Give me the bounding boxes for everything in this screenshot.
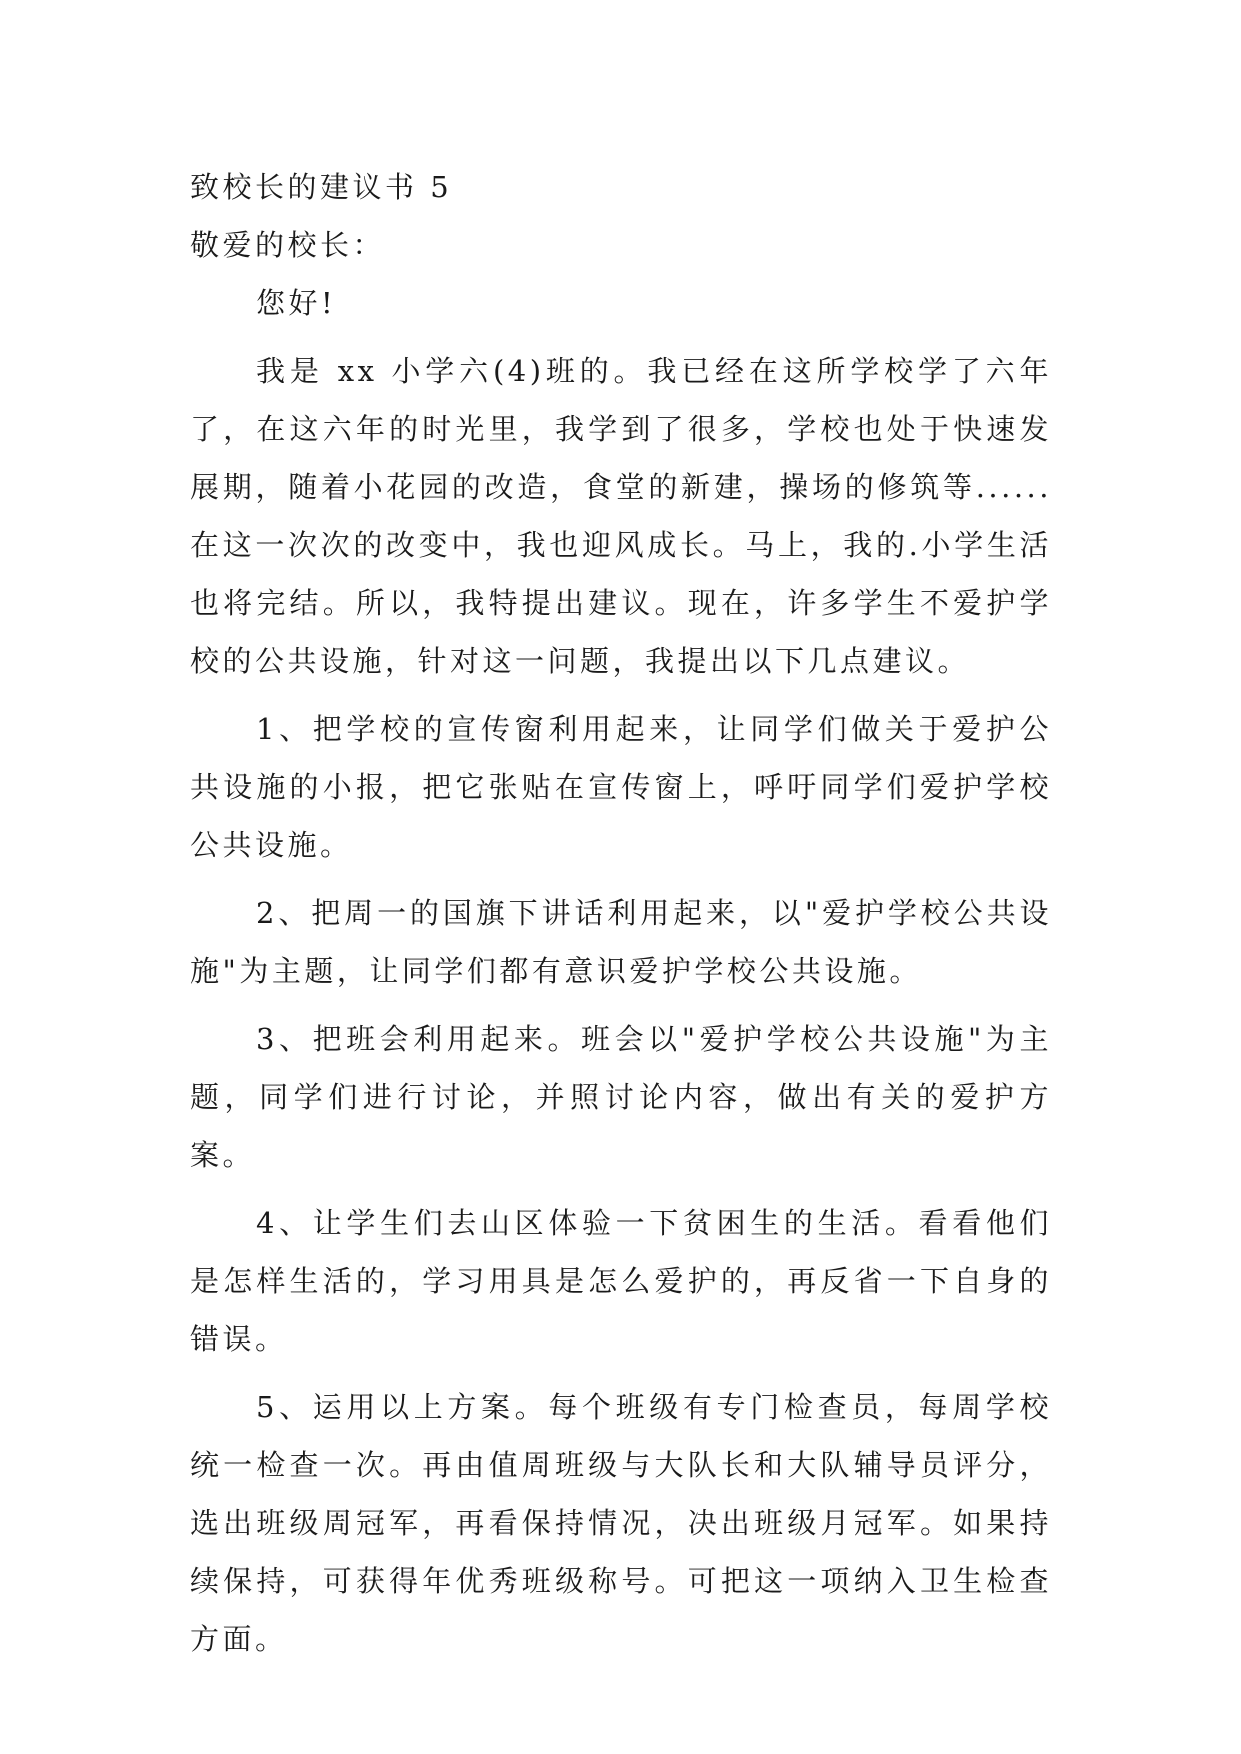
document-body	[190, 158, 1052, 1668]
paragraph-suggestion-1: 1、把学校的宣传窗利用起来，让同学们做关于爱护公共设施的小报，把它张贴在宣传窗上，呼吁同学们爱护学校公共设施。	[190, 712, 1052, 862]
paragraph-suggestion-3: 3、把班会利用起来。班会以"爱护学校公共设施"为主题，同学们进行讨论，并照讨论内容，做出有关的爱护方案。	[190, 1022, 1052, 1172]
paragraph-suggestion-5: 5、运用以上方案。每个班级有专门检查员，每周学校统一检查一次。再由值周班级与大队长和大队辅导员评分，选出班级周冠军，再看保持情况，决出班级月冠军。如果持续保持，可获得年优秀班级称号。可把这一项纳入卫生检查方面。	[190, 1390, 1052, 1656]
document-title: 致校长的建议书 5	[190, 170, 453, 204]
salutation: 敬爱的校长：	[190, 228, 386, 262]
paragraph-intro: 我是 xx 小学六(4)班的。我已经在这所学校学了六年了，在这六年的时光里，我学到了很多，学校也处于快速发展期，随着小花园的改造，食堂的新建，操场的修筑等......在这一次次的改变中，我也迎风成长。马上，我的.小学生活也将完结。所以，我特提出建议。现在，许多学生不爱护学校的公共设施，针对这一问题，我提出以下几点建议。	[190, 354, 1052, 678]
paragraph-suggestion-4: 4、让学生们去山区体验一下贫困生的生活。看看他们是怎样生活的，学习用具是怎么爱护的，再反省一下自身的错误。	[190, 1206, 1052, 1356]
greeting: 您好!	[256, 286, 337, 320]
paragraph-suggestion-2: 2、把周一的国旗下讲话利用起来，以"爱护学校公共设施"为主题，让同学们都有意识爱护学校公共设施。	[190, 896, 1052, 988]
